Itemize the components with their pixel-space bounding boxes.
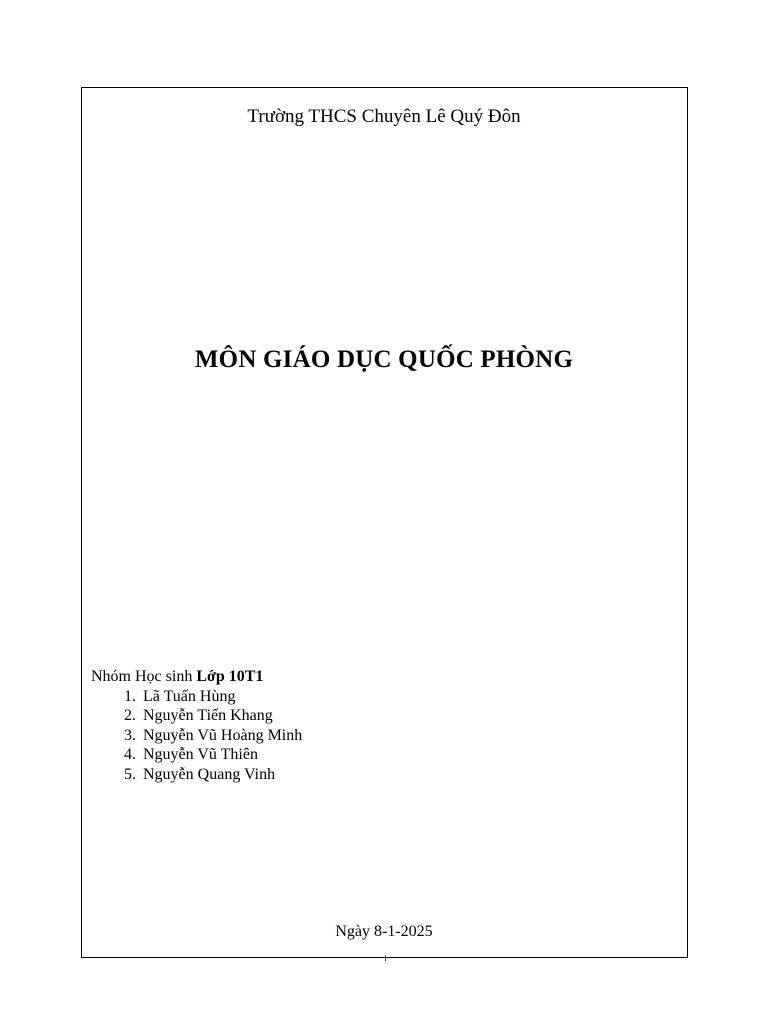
member-number: 4. [124,746,136,764]
class-label: Lớp 10T1 [196,668,264,685]
school-name: Trường THCS Chuyên Lê Quý Đôn [247,106,521,127]
group-heading-prefix: Nhóm Học sinh [91,668,193,685]
list-item [91,765,302,785]
document-date: Ngày 8-1-2025 [335,923,433,940]
list-item [91,726,302,746]
member-list [91,687,302,785]
list-item [91,687,302,707]
page-marker [385,955,386,961]
member-name: Nguyễn Vũ Hoàng Minh [143,726,303,744]
member-name: Lã Tuấn Hùng [143,687,236,705]
list-item [91,745,302,765]
group-heading [91,667,302,687]
page-border [81,87,688,958]
student-group [91,667,302,785]
member-name: Nguyễn Tiến Khang [143,707,273,725]
member-name: Nguyễn Vũ Thiên [143,746,258,764]
member-number: 3. [124,726,136,744]
member-name: Nguyễn Quang Vinh [143,765,276,783]
member-number: 1. [124,687,136,705]
subject-title: MÔN GIÁO DỤC QUỐC PHÒNG [194,346,574,373]
list-item [91,706,302,726]
member-number: 5. [124,765,136,783]
member-number: 2. [124,707,136,725]
